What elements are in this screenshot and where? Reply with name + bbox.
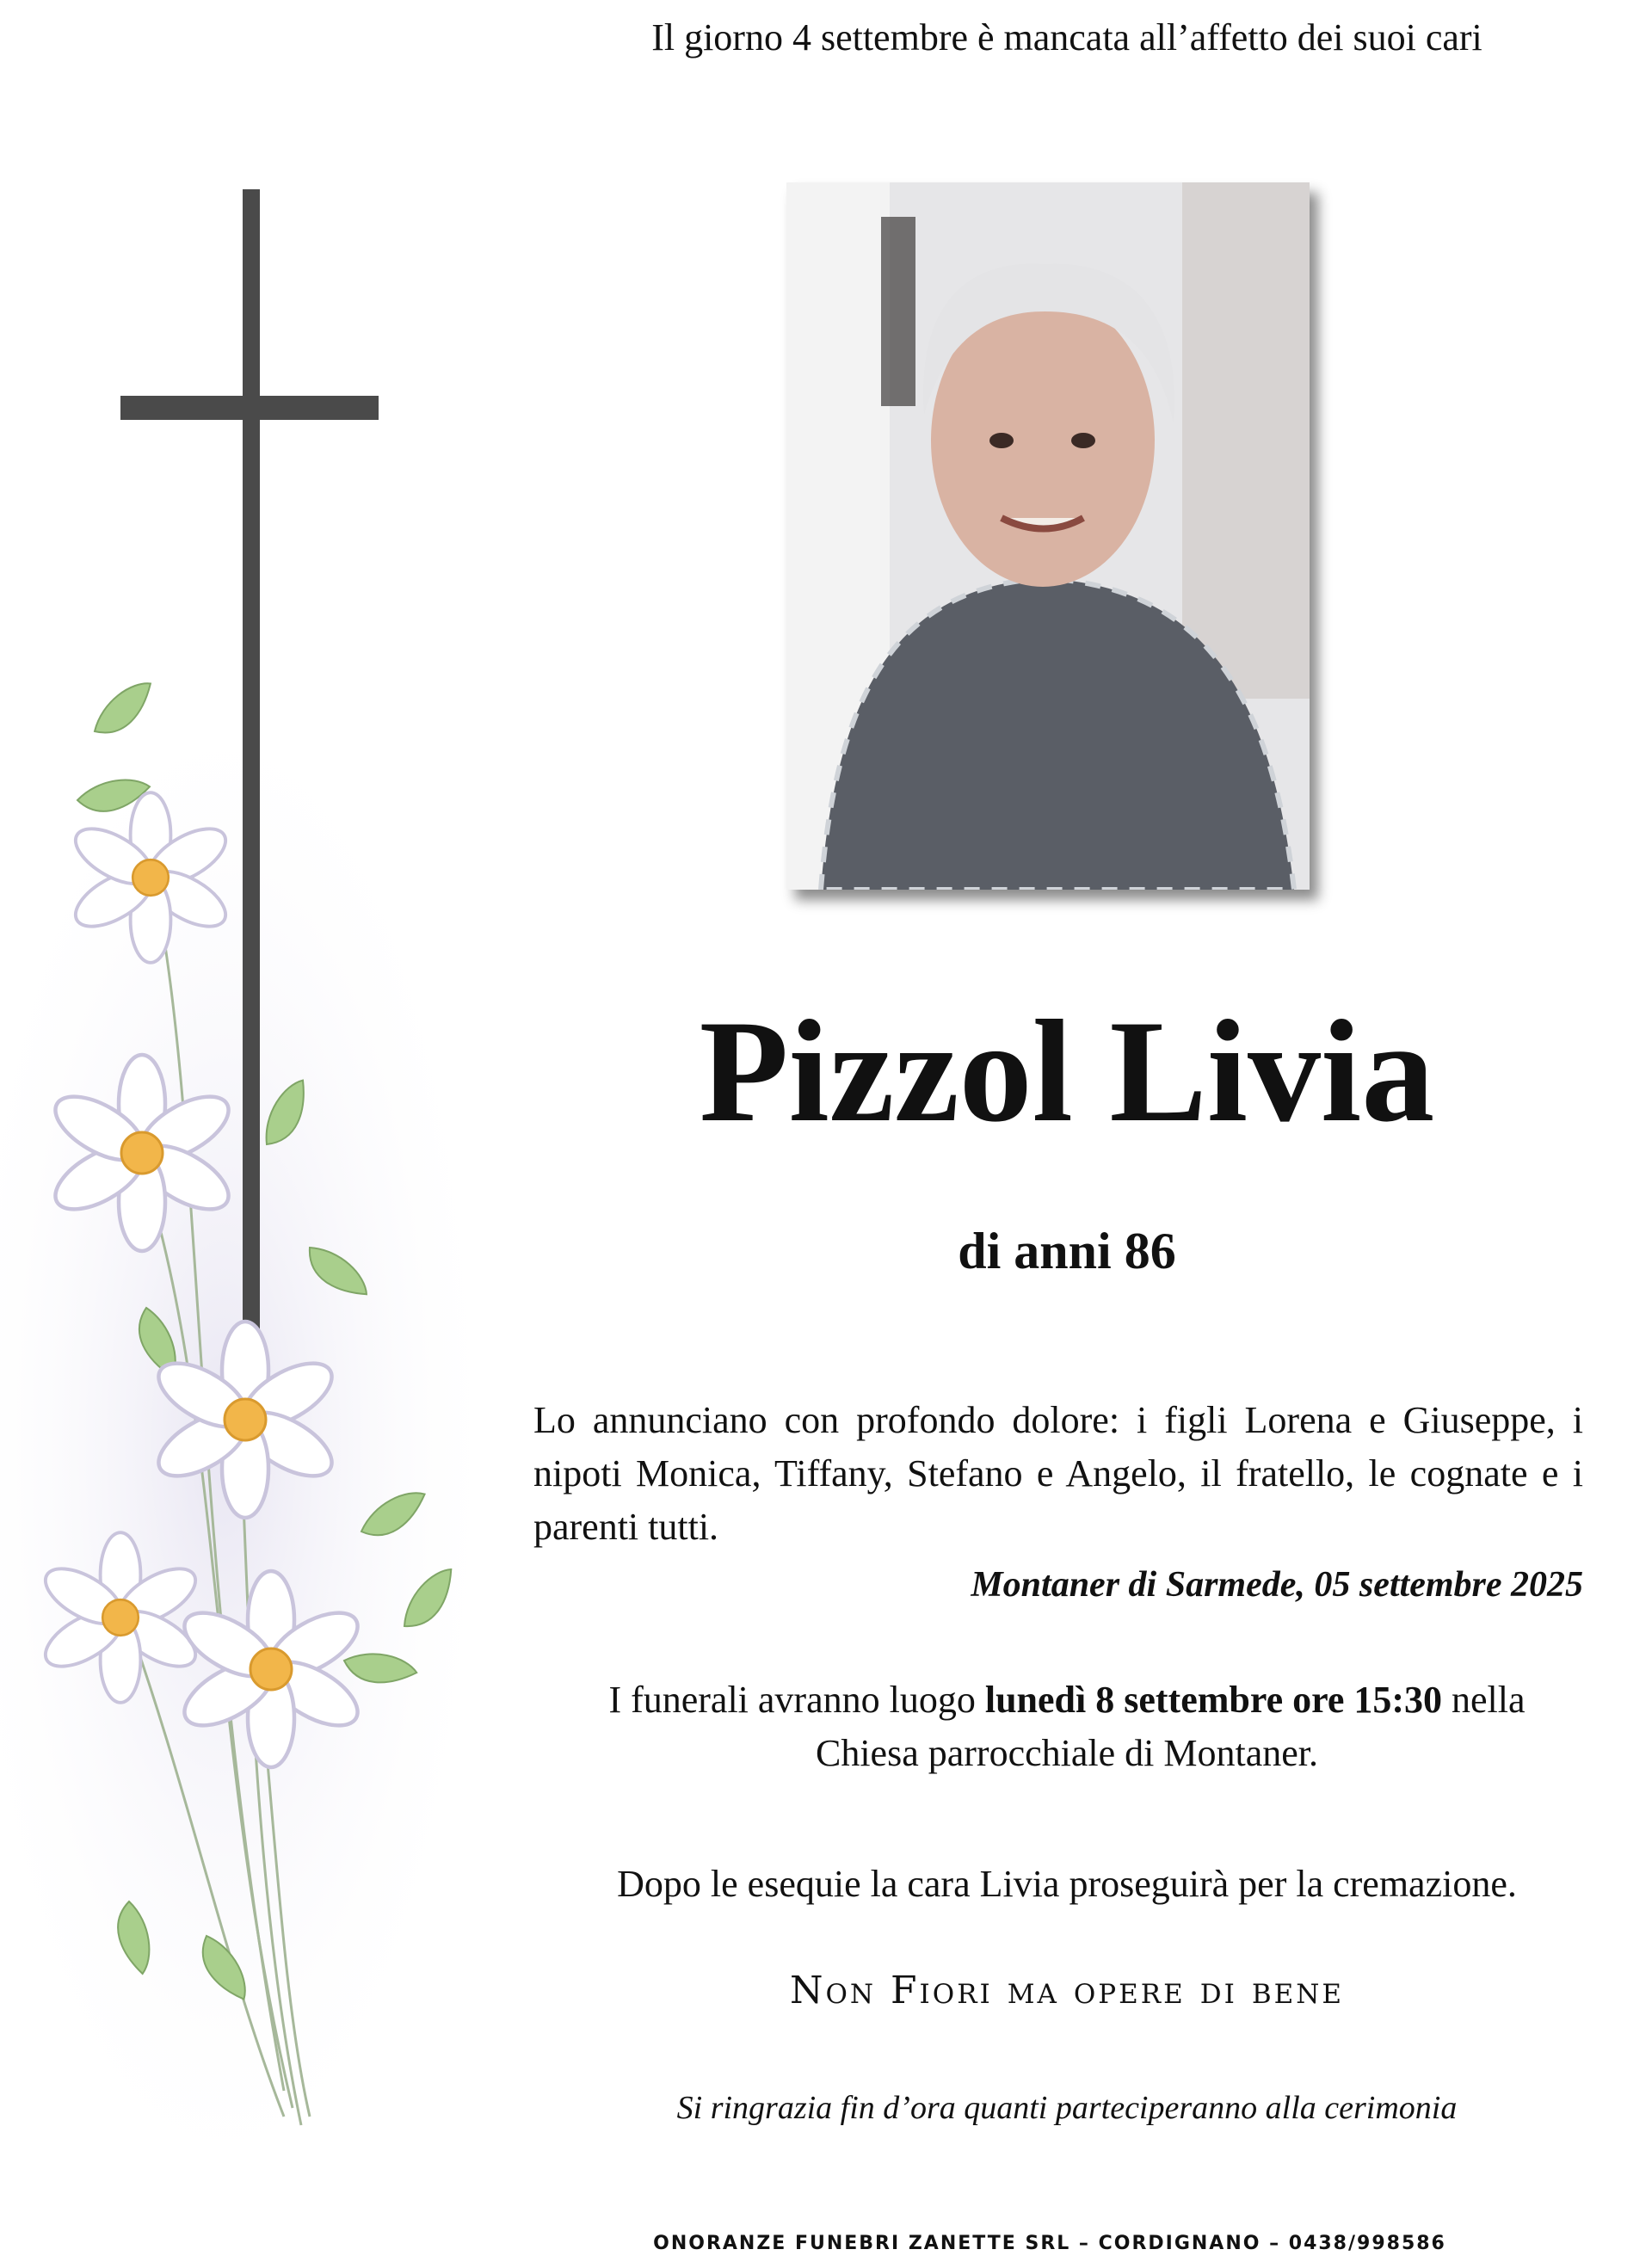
deceased-age: di anni 86 — [958, 1223, 1176, 1279]
announcement-text: Lo annunciano con profondo dolore: i figli Lorena e Giuseppe, i nipoti Monica, Tiffany, Stefano e Angelo, il fratello, le cognate e i parenti tutti. — [533, 1399, 1583, 1548]
no-flowers-request: Non Fiori ma opere di bene — [789, 1969, 1344, 2012]
funeral-datetime: lunedì 8 settembre ore 15:30 — [984, 1679, 1443, 1721]
cross-with-flowers-illustration — [0, 112, 516, 2160]
cross-vertical-bar — [243, 189, 260, 1480]
thanks-line: Si ringrazia fin d’ora quanti parteciperanno alla cerimonia — [676, 2090, 1458, 2126]
deceased-name: Pizzol Livia — [699, 990, 1435, 1152]
funeral-prefix: I funerali avranno luogo — [608, 1679, 985, 1721]
funeral-home-footer: ONORANZE FUNEBRI ZANETTE SRL – CORDIGNANO – 0438/998586 — [653, 2233, 1446, 2254]
funeral-location: Chiesa parrocchiale di Montaner. — [815, 1732, 1318, 1774]
intro-line: Il giorno 4 settembre è mancata all’affetto dei suoi cari — [651, 16, 1482, 59]
portrait-photo — [786, 182, 1310, 890]
cremation-note: Dopo le esequie la cara Livia proseguirà per la cremazione. — [617, 1863, 1517, 1905]
funeral-suffix: nella — [1442, 1679, 1526, 1721]
cross-horizontal-bar — [120, 396, 379, 420]
place-and-date: Montaner di Sarmede, 05 settembre 2025 — [971, 1565, 1583, 1605]
funeral-info — [533, 1673, 1600, 1780]
